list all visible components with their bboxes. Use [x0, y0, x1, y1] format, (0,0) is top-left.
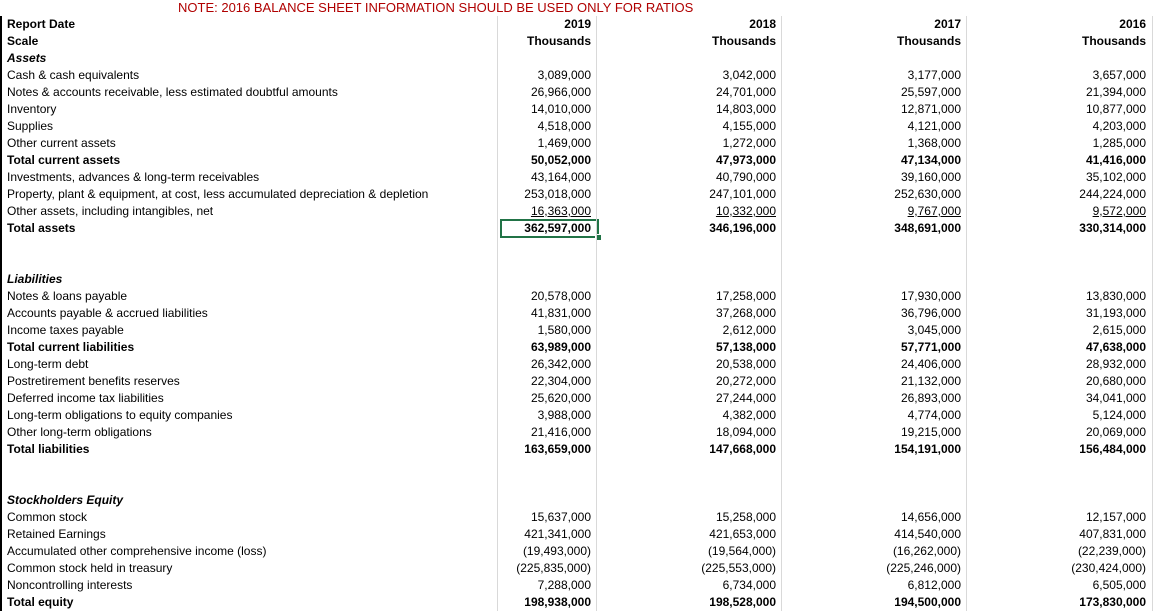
row-label[interactable]: Accumulated other comprehensive income (loss) [0, 543, 497, 560]
value-cell-4[interactable]: 35,102,000 [1085, 170, 1146, 184]
value-cell-1[interactable]: 1,469,000 [537, 136, 591, 150]
value-cell-1[interactable]: 25,620,000 [530, 391, 591, 405]
value-cell-4[interactable]: 2,615,000 [1092, 323, 1146, 337]
row-label[interactable]: Assets [0, 50, 497, 67]
spreadsheet-grid[interactable] [0, 16, 1157, 609]
row-label[interactable]: Inventory [0, 101, 497, 118]
table-row [0, 135, 1157, 152]
value-cell-3[interactable]: 3,045,000 [907, 323, 961, 337]
value-cell-4[interactable]: 2016 [1119, 17, 1146, 31]
row-label[interactable]: Total assets [0, 220, 497, 237]
table-row [0, 560, 1157, 577]
grid-line [497, 16, 498, 611]
blank-row [0, 458, 1157, 475]
row-label[interactable]: Cash & cash equivalents [0, 67, 497, 84]
table-row [0, 543, 1157, 560]
row-label[interactable]: Income taxes payable [0, 322, 497, 339]
table-row [0, 390, 1157, 407]
table-row [0, 441, 1157, 458]
value-cell-2[interactable]: 20,538,000 [715, 357, 776, 371]
value-cell-4[interactable]: (22,239,000) [1077, 544, 1146, 558]
value-cell-4[interactable]: 47,638,000 [1085, 340, 1146, 354]
value-cell-4[interactable]: 330,314,000 [1079, 221, 1146, 235]
value-cell-1[interactable]: 26,966,000 [530, 85, 591, 99]
row-label[interactable] [0, 254, 497, 271]
row-label[interactable]: Long-term obligations to equity companies [0, 407, 497, 424]
value-cell-1[interactable]: 253,018,000 [524, 187, 591, 201]
value-cell-4[interactable]: 4,203,000 [1092, 119, 1146, 133]
grid-line [1152, 16, 1153, 611]
row-label[interactable]: Total current liabilities [0, 339, 497, 356]
value-cell-3[interactable]: 17,930,000 [900, 289, 961, 303]
value-cell-4[interactable]: 13,830,000 [1085, 289, 1146, 303]
value-cell-3[interactable]: 21,132,000 [900, 374, 961, 388]
row-label[interactable] [0, 475, 497, 492]
value-cell-2[interactable]: 147,668,000 [709, 442, 776, 456]
value-cell-1[interactable]: 21,416,000 [530, 425, 591, 439]
value-cell-2[interactable]: 346,196,000 [709, 221, 776, 235]
value-cell-2[interactable]: (225,553,000) [701, 561, 776, 575]
value-cell-4[interactable]: 244,224,000 [1079, 187, 1146, 201]
value-cell-2[interactable]: 14,803,000 [715, 102, 776, 116]
value-cell-4[interactable]: 156,484,000 [1079, 442, 1146, 456]
value-cell-4[interactable]: 6,505,000 [1092, 578, 1146, 592]
value-cell-4[interactable]: 34,041,000 [1085, 391, 1146, 405]
row-label[interactable]: Common stock [0, 509, 497, 526]
row-label[interactable]: Property, plant & equipment, at cost, less accumulated depreciation & depletion [0, 186, 497, 203]
value-cell-4[interactable]: 41,416,000 [1085, 153, 1146, 167]
value-cell-2[interactable]: 27,244,000 [715, 391, 776, 405]
value-cell-3[interactable]: 25,597,000 [900, 85, 961, 99]
table-row [0, 407, 1157, 424]
row-label[interactable] [0, 458, 497, 475]
value-cell-1[interactable]: 2019 [564, 17, 591, 31]
row-label[interactable]: Accounts payable & accrued liabilities [0, 305, 497, 322]
row-label[interactable]: Retained Earnings [0, 526, 497, 543]
row-label[interactable]: Deferred income tax liabilities [0, 390, 497, 407]
value-cell-3[interactable]: 348,691,000 [894, 221, 961, 235]
value-cell-2[interactable]: 24,701,000 [715, 85, 776, 99]
value-cell-1[interactable]: (225,835,000) [516, 561, 591, 575]
value-cell-3[interactable]: 6,812,000 [907, 578, 961, 592]
table-row [0, 339, 1157, 356]
value-cell-3[interactable]: 1,368,000 [907, 136, 961, 150]
blank-row [0, 475, 1157, 492]
header-row [0, 33, 1157, 50]
value-cell-2[interactable]: Thousands [711, 34, 776, 48]
table-row [0, 288, 1157, 305]
value-cell-4[interactable]: Thousands [1081, 34, 1146, 48]
table-row [0, 118, 1157, 135]
value-cell-2[interactable]: 18,094,000 [715, 425, 776, 439]
row-label[interactable]: Scale [0, 33, 497, 50]
value-cell-3[interactable]: Thousands [896, 34, 961, 48]
value-cell-1[interactable]: 26,342,000 [530, 357, 591, 371]
row-label[interactable]: Total equity [0, 594, 497, 611]
value-cell-4[interactable]: 20,680,000 [1085, 374, 1146, 388]
table-row [0, 594, 1157, 611]
table-row [0, 152, 1157, 169]
value-cell-2[interactable]: 2,612,000 [722, 323, 776, 337]
value-cell-1[interactable]: 362,597,000 [524, 221, 591, 235]
value-cell-2[interactable]: 6,734,000 [722, 578, 776, 592]
value-cell-3[interactable]: 414,540,000 [894, 527, 961, 541]
value-cell-3[interactable]: 14,656,000 [900, 510, 961, 524]
row-label[interactable]: Long-term debt [0, 356, 497, 373]
ratio-note: NOTE: 2016 BALANCE SHEET INFORMATION SHOULD BE USED ONLY FOR RATIOS [178, 0, 694, 15]
grid-line [966, 16, 967, 611]
value-cell-4[interactable]: 31,193,000 [1085, 306, 1146, 320]
value-cell-3[interactable]: 2017 [934, 17, 961, 31]
value-cell-3[interactable]: 47,134,000 [900, 153, 961, 167]
row-label[interactable]: Total current assets [0, 152, 497, 169]
row-label[interactable]: Liabilities [0, 271, 497, 288]
row-label[interactable]: Stockholders Equity [0, 492, 497, 509]
value-cell-1[interactable]: 198,938,000 [524, 595, 591, 609]
value-cell-4[interactable]: 1,285,000 [1092, 136, 1146, 150]
value-cell-3[interactable]: 12,871,000 [900, 102, 961, 116]
value-cell-3[interactable]: 24,406,000 [900, 357, 961, 371]
table-row [0, 373, 1157, 390]
value-cell-2[interactable]: 247,101,000 [709, 187, 776, 201]
value-cell-3[interactable]: (16,262,000) [892, 544, 961, 558]
value-cell-1[interactable]: 41,831,000 [530, 306, 591, 320]
table-row [0, 101, 1157, 118]
value-cell-3[interactable]: 9,767,000 [907, 204, 961, 218]
value-cell-2[interactable]: 3,042,000 [722, 68, 776, 82]
value-cell-1[interactable]: 15,637,000 [530, 510, 591, 524]
value-cell-3[interactable]: 154,191,000 [894, 442, 961, 456]
value-cell-3[interactable]: 19,215,000 [900, 425, 961, 439]
value-cell-2[interactable]: 37,268,000 [715, 306, 776, 320]
table-row [0, 356, 1157, 373]
value-cell-1[interactable]: 20,578,000 [530, 289, 591, 303]
section-heading [0, 50, 1157, 67]
table-row [0, 424, 1157, 441]
value-cell-3[interactable]: 4,774,000 [907, 408, 961, 422]
value-cell-1[interactable]: 63,989,000 [530, 340, 591, 354]
table-row [0, 84, 1157, 101]
value-cell-4[interactable]: 3,657,000 [1092, 68, 1146, 82]
value-cell-1[interactable]: 50,052,000 [530, 153, 591, 167]
value-cell-4[interactable]: 21,394,000 [1085, 85, 1146, 99]
value-cell-3[interactable]: 194,500,000 [894, 595, 961, 609]
value-cell-2[interactable]: 57,138,000 [715, 340, 776, 354]
value-cell-3[interactable]: 3,177,000 [907, 68, 961, 82]
grid-line [781, 16, 782, 611]
row-label[interactable]: Other current assets [0, 135, 497, 152]
value-cell-3[interactable]: 26,893,000 [900, 391, 961, 405]
row-label[interactable]: Other long-term obligations [0, 424, 497, 441]
value-cell-4[interactable]: 12,157,000 [1085, 510, 1146, 524]
row-label[interactable]: Notes & loans payable [0, 288, 497, 305]
value-cell-4[interactable]: 10,877,000 [1085, 102, 1146, 116]
row-label[interactable]: Noncontrolling interests [0, 577, 497, 594]
row-label[interactable]: Report Date [0, 16, 497, 33]
blank-row [0, 254, 1157, 271]
row-label[interactable]: Common stock held in treasury [0, 560, 497, 577]
value-cell-2[interactable]: (19,564,000) [707, 544, 776, 558]
value-cell-1[interactable]: 7,288,000 [537, 578, 591, 592]
row-label[interactable] [0, 237, 497, 254]
table-row [0, 305, 1157, 322]
value-cell-3[interactable]: 39,160,000 [900, 170, 961, 184]
table-row [0, 220, 1157, 237]
value-cell-3[interactable]: 252,630,000 [894, 187, 961, 201]
value-cell-1[interactable]: 16,363,000 [530, 204, 591, 218]
table-row [0, 67, 1157, 84]
value-cell-1[interactable]: 163,659,000 [524, 442, 591, 456]
value-cell-2[interactable]: 20,272,000 [715, 374, 776, 388]
value-cell-1[interactable]: (19,493,000) [522, 544, 591, 558]
section-heading [0, 271, 1157, 288]
header-row [0, 16, 1157, 33]
value-cell-3[interactable]: (225,246,000) [886, 561, 961, 575]
value-cell-2[interactable]: 421,653,000 [709, 527, 776, 541]
table-row [0, 203, 1157, 220]
value-cell-4[interactable]: 9,572,000 [1092, 204, 1146, 218]
value-cell-3[interactable]: 36,796,000 [900, 306, 961, 320]
value-cell-2[interactable]: 4,155,000 [722, 119, 776, 133]
row-label[interactable]: Postretirement benefits reserves [0, 373, 497, 390]
table-row [0, 509, 1157, 526]
value-cell-2[interactable]: 4,382,000 [722, 408, 776, 422]
value-cell-4[interactable]: (230,424,000) [1071, 561, 1146, 575]
row-label[interactable]: Supplies [0, 118, 497, 135]
value-cell-2[interactable]: 47,973,000 [715, 153, 776, 167]
value-cell-1[interactable]: 421,341,000 [524, 527, 591, 541]
row-label[interactable]: Other assets, including intangibles, net [0, 203, 497, 220]
value-cell-1[interactable]: 3,089,000 [537, 68, 591, 82]
value-cell-2[interactable]: 2018 [749, 17, 776, 31]
value-cell-1[interactable]: 14,010,000 [530, 102, 591, 116]
value-cell-2[interactable]: 17,258,000 [715, 289, 776, 303]
row-label[interactable]: Investments, advances & long-term receivables [0, 169, 497, 186]
value-cell-4[interactable]: 5,124,000 [1092, 408, 1146, 422]
value-cell-4[interactable]: 173,830,000 [1079, 595, 1146, 609]
value-cell-1[interactable]: Thousands [526, 34, 591, 48]
value-cell-4[interactable]: 20,069,000 [1085, 425, 1146, 439]
grid-line [596, 16, 597, 611]
table-row [0, 186, 1157, 203]
value-cell-2[interactable]: 10,332,000 [715, 204, 776, 218]
value-cell-3[interactable]: 57,771,000 [900, 340, 961, 354]
table-row [0, 526, 1157, 543]
section-heading [0, 492, 1157, 509]
table-row [0, 169, 1157, 186]
row-label[interactable]: Total liabilities [0, 441, 497, 458]
value-cell-2[interactable]: 15,258,000 [715, 510, 776, 524]
value-cell-1[interactable]: 3,988,000 [537, 408, 591, 422]
value-cell-1[interactable]: 43,164,000 [530, 170, 591, 184]
selected-cell-highlight [500, 219, 599, 238]
value-cell-2[interactable]: 198,528,000 [709, 595, 776, 609]
value-cell-4[interactable]: 28,932,000 [1085, 357, 1146, 371]
value-cell-1[interactable]: 1,580,000 [537, 323, 591, 337]
row-label[interactable]: Notes & accounts receivable, less estimated doubtful amounts [0, 84, 497, 101]
value-cell-2[interactable]: 40,790,000 [715, 170, 776, 184]
value-cell-2[interactable]: 1,272,000 [722, 136, 776, 150]
value-cell-4[interactable]: 407,831,000 [1079, 527, 1146, 541]
table-row [0, 322, 1157, 339]
value-cell-1[interactable]: 22,304,000 [530, 374, 591, 388]
value-cell-3[interactable]: 4,121,000 [907, 119, 961, 133]
blank-row [0, 237, 1157, 254]
table-row [0, 577, 1157, 594]
value-cell-1[interactable]: 4,518,000 [537, 119, 591, 133]
